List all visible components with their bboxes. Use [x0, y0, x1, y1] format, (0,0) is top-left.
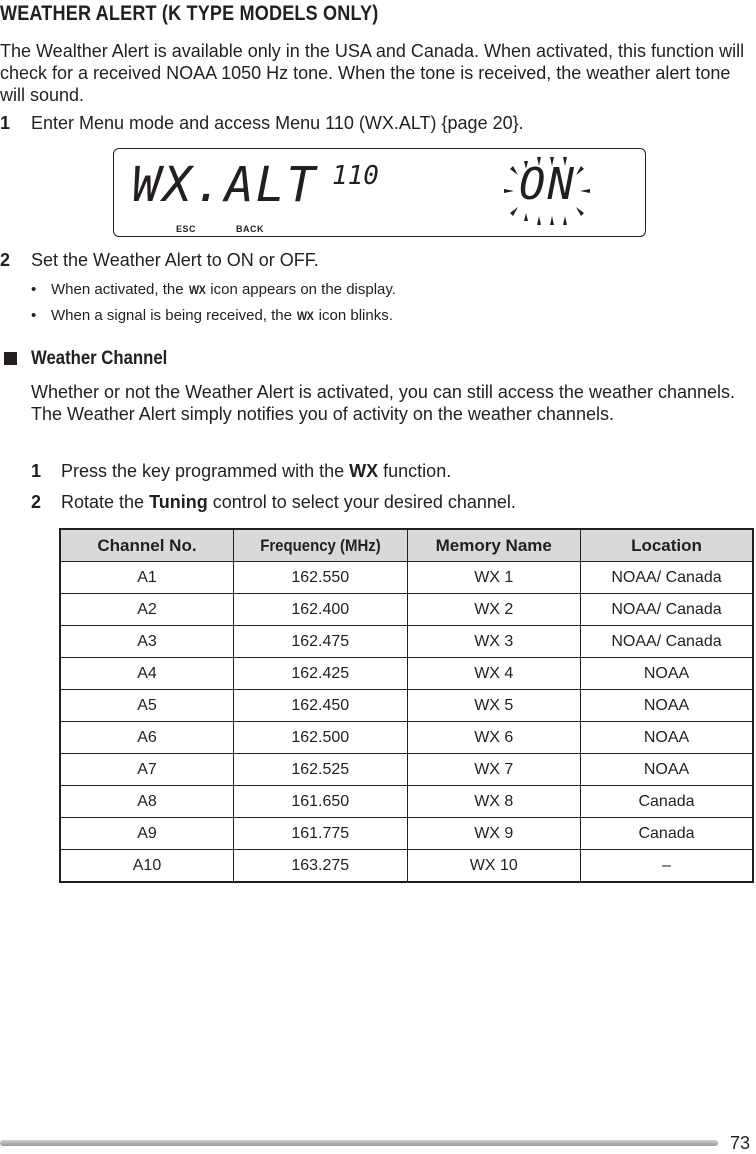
lcd-value-text: ON [519, 159, 576, 210]
column-header: Memory Name [407, 529, 580, 562]
weather-channel-table [59, 528, 754, 883]
lcd-back-label: BACK [236, 224, 264, 234]
lcd-display [113, 148, 646, 237]
step-text: Enter Menu mode and access Menu 110 (WX.ALT) {page 20}. [31, 113, 524, 133]
step-text: Press the key programmed with the WX function. [61, 461, 452, 481]
bullet-item: • When a signal is being received, the WX icon blinks. [31, 307, 393, 324]
footer-bar [0, 1140, 718, 1146]
bullet-dot-icon: • [31, 307, 37, 324]
section-paragraph: Whether or not the Weather Alert is activated, you can still access the weather channels. The Weather Alert simply notifies you of activity on the weather channels. [31, 382, 736, 424]
table-row: A3 162.475 WX 3 NOAA/ Canada [60, 626, 753, 658]
column-header: Frequency (MHz) [233, 529, 407, 562]
step-number: 1 [0, 113, 11, 133]
step-text: Rotate the Tuning control to select your desired channel. [61, 492, 516, 512]
table-row: A9 161.775 WX 9 Canada [60, 818, 753, 850]
table-row: A2 162.400 WX 2 NOAA/ Canada [60, 594, 753, 626]
wx-icon: WX [297, 309, 314, 323]
step-text: Set the Weather Alert to ON or OFF. [31, 250, 319, 270]
step-number: 2 [31, 492, 42, 512]
lcd-esc-label: ESC [176, 224, 197, 234]
column-header: Channel No. [60, 529, 233, 562]
intro-paragraph: The Wealther Alert is available only in the USA and Canada. When activated, this function will check for a received NOAA 1050 Hz tone. When the tone is received, the weather alert tone will sound. [0, 41, 745, 105]
table-row: A7 162.525 WX 7 NOAA [60, 754, 753, 786]
table-row: A8 161.650 WX 8 Canada [60, 786, 753, 818]
square-bullet-icon [4, 352, 17, 365]
page-title: WEATHER ALERT (K TYPE MODELS ONLY) [0, 2, 379, 25]
table-header-row [60, 529, 753, 562]
table-row: A10 163.275 WX 10 – [60, 850, 753, 883]
table-row: A1 162.550 WX 1 NOAA/ Canada [60, 562, 753, 594]
column-header: Location [580, 529, 753, 562]
section-heading: Weather Channel [4, 348, 186, 370]
table-row: A6 162.500 WX 6 NOAA [60, 722, 753, 754]
lcd-menu-number: 110 [332, 161, 379, 191]
page-number: 73 [730, 1133, 751, 1153]
table-row: A4 162.425 WX 4 NOAA [60, 658, 753, 690]
step-number: 1 [31, 461, 42, 481]
lcd-main-text: WX.ALT [132, 157, 318, 213]
table-row: A5 162.450 WX 5 NOAA [60, 690, 753, 722]
step-number: 2 [0, 250, 11, 270]
bullet-item: • When activated, the WX icon appears on the display. [31, 281, 396, 298]
wx-icon: WX [188, 283, 206, 297]
bullet-dot-icon: • [31, 281, 37, 298]
